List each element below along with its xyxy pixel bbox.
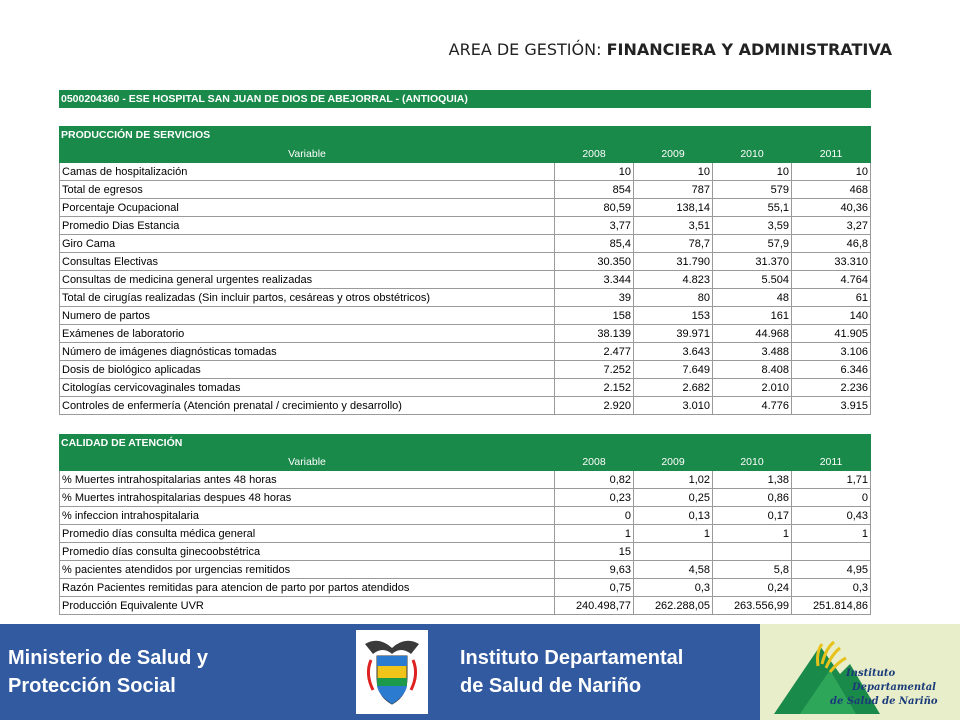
variable-cell: % infeccion intrahospitalaria bbox=[60, 507, 555, 525]
value-cell: 55,1 bbox=[713, 199, 792, 217]
value-cell: 3,77 bbox=[555, 217, 634, 235]
hospital-bar-block bbox=[59, 90, 871, 108]
variable-cell: Total de egresos bbox=[60, 181, 555, 199]
value-cell bbox=[713, 543, 792, 561]
value-cell: 30.350 bbox=[555, 253, 634, 271]
value-cell: 40,36 bbox=[792, 199, 871, 217]
table-row bbox=[60, 235, 871, 253]
table-row bbox=[60, 217, 871, 235]
produccion-title: PRODUCCIÓN DE SERVICIOS bbox=[59, 126, 871, 144]
table-row bbox=[60, 199, 871, 217]
produccion-table bbox=[59, 144, 871, 415]
column-header: 2011 bbox=[792, 453, 871, 471]
table-header-row bbox=[60, 453, 871, 471]
value-cell: 0,24 bbox=[713, 579, 792, 597]
value-cell: 2.920 bbox=[555, 397, 634, 415]
variable-cell: % pacientes atendidos por urgencias remitidos bbox=[60, 561, 555, 579]
value-cell: 80 bbox=[634, 289, 713, 307]
table-row bbox=[60, 307, 871, 325]
value-cell: 85,4 bbox=[555, 235, 634, 253]
column-header: 2008 bbox=[555, 145, 634, 163]
table-row bbox=[60, 579, 871, 597]
value-cell: 3.643 bbox=[634, 343, 713, 361]
value-cell: 1,38 bbox=[713, 471, 792, 489]
value-cell: 3.915 bbox=[792, 397, 871, 415]
value-cell: 31.790 bbox=[634, 253, 713, 271]
table-row bbox=[60, 379, 871, 397]
value-cell: 31.370 bbox=[713, 253, 792, 271]
value-cell: 4.823 bbox=[634, 271, 713, 289]
value-cell bbox=[792, 543, 871, 561]
value-cell: 4,95 bbox=[792, 561, 871, 579]
value-cell: 240.498,77 bbox=[555, 597, 634, 615]
variable-cell: Dosis de biológico aplicadas bbox=[60, 361, 555, 379]
variable-cell: Numero de partos bbox=[60, 307, 555, 325]
variable-cell: Número de imágenes diagnósticas tomadas bbox=[60, 343, 555, 361]
value-cell: 39 bbox=[555, 289, 634, 307]
calidad-table bbox=[59, 452, 871, 615]
column-header: 2010 bbox=[713, 145, 792, 163]
value-cell: 44.968 bbox=[713, 325, 792, 343]
value-cell: 2.682 bbox=[634, 379, 713, 397]
value-cell: 0 bbox=[555, 507, 634, 525]
column-header: Variable bbox=[60, 145, 555, 163]
value-cell: 1 bbox=[713, 525, 792, 543]
value-cell: 161 bbox=[713, 307, 792, 325]
value-cell: 33.310 bbox=[792, 253, 871, 271]
value-cell: 46,8 bbox=[792, 235, 871, 253]
variable-cell: Consultas de medicina general urgentes realizadas bbox=[60, 271, 555, 289]
value-cell: 41.905 bbox=[792, 325, 871, 343]
table-row bbox=[60, 561, 871, 579]
column-header: 2009 bbox=[634, 145, 713, 163]
value-cell: 4,58 bbox=[634, 561, 713, 579]
variable-cell: Consultas Electivas bbox=[60, 253, 555, 271]
colombia-coat-of-arms-icon bbox=[356, 630, 428, 714]
value-cell: 1 bbox=[634, 525, 713, 543]
variable-cell: Razón Pacientes remitidas para atencion de parto por partos atendidos bbox=[60, 579, 555, 597]
table-row bbox=[60, 181, 871, 199]
value-cell: 787 bbox=[634, 181, 713, 199]
ministry-line-1: Ministerio de Salud y bbox=[8, 647, 209, 669]
value-cell: 0,3 bbox=[634, 579, 713, 597]
value-cell: 78,7 bbox=[634, 235, 713, 253]
value-cell: 10 bbox=[713, 163, 792, 181]
value-cell: 7.649 bbox=[634, 361, 713, 379]
variable-cell: % Muertes intrahospitalarias antes 48 horas bbox=[60, 471, 555, 489]
table-row bbox=[60, 361, 871, 379]
value-cell: 0,86 bbox=[713, 489, 792, 507]
variable-cell: Camas de hospitalización bbox=[60, 163, 555, 181]
value-cell: 5,8 bbox=[713, 561, 792, 579]
calidad-title: CALIDAD DE ATENCIÓN bbox=[59, 434, 871, 452]
table-row bbox=[60, 397, 871, 415]
value-cell: 3,51 bbox=[634, 217, 713, 235]
value-cell bbox=[634, 543, 713, 561]
value-cell: 1 bbox=[555, 525, 634, 543]
value-cell: 9,63 bbox=[555, 561, 634, 579]
value-cell: 48 bbox=[713, 289, 792, 307]
value-cell: 10 bbox=[634, 163, 713, 181]
value-cell: 57,9 bbox=[713, 235, 792, 253]
value-cell: 4.776 bbox=[713, 397, 792, 415]
variable-cell: Promedio Dias Estancia bbox=[60, 217, 555, 235]
table-row bbox=[60, 471, 871, 489]
calidad-section bbox=[59, 434, 871, 615]
value-cell: 15 bbox=[555, 543, 634, 561]
value-cell: 0 bbox=[792, 489, 871, 507]
value-cell: 854 bbox=[555, 181, 634, 199]
table-row bbox=[60, 271, 871, 289]
variable-cell: Total de cirugías realizadas (Sin incluir partos, cesáreas y otros obstétricos) bbox=[60, 289, 555, 307]
value-cell: 158 bbox=[555, 307, 634, 325]
value-cell: 153 bbox=[634, 307, 713, 325]
variable-cell: Controles de enfermería (Atención prenatal / crecimiento y desarrollo) bbox=[60, 397, 555, 415]
column-header: 2010 bbox=[713, 453, 792, 471]
value-cell: 0,82 bbox=[555, 471, 634, 489]
table-row bbox=[60, 525, 871, 543]
value-cell: 6.346 bbox=[792, 361, 871, 379]
value-cell: 80,59 bbox=[555, 199, 634, 217]
table-header-row bbox=[60, 145, 871, 163]
idsn-logo-icon bbox=[760, 624, 960, 720]
variable-cell: Exámenes de laboratorio bbox=[60, 325, 555, 343]
area-value: FINANCIERA Y ADMINISTRATIVA bbox=[606, 40, 892, 59]
value-cell: 8.408 bbox=[713, 361, 792, 379]
column-header: 2008 bbox=[555, 453, 634, 471]
value-cell: 3.344 bbox=[555, 271, 634, 289]
value-cell: 0,75 bbox=[555, 579, 634, 597]
variable-cell: Giro Cama bbox=[60, 235, 555, 253]
institute-line-1: Instituto Departamental bbox=[460, 647, 684, 669]
value-cell: 2.010 bbox=[713, 379, 792, 397]
value-cell: 61 bbox=[792, 289, 871, 307]
value-cell: 263.556,99 bbox=[713, 597, 792, 615]
value-cell: 0,23 bbox=[555, 489, 634, 507]
value-cell: 3.488 bbox=[713, 343, 792, 361]
table-row bbox=[60, 253, 871, 271]
variable-cell: Promedio días consulta ginecoobstétrica bbox=[60, 543, 555, 561]
value-cell: 1 bbox=[792, 525, 871, 543]
value-cell: 0,17 bbox=[713, 507, 792, 525]
value-cell: 2.236 bbox=[792, 379, 871, 397]
value-cell: 4.764 bbox=[792, 271, 871, 289]
variable-cell: Promedio días consulta médica general bbox=[60, 525, 555, 543]
ministry-line-2: Protección Social bbox=[8, 675, 176, 697]
footer bbox=[0, 624, 960, 720]
value-cell: 468 bbox=[792, 181, 871, 199]
institute-line-2: de Salud de Nariño bbox=[460, 675, 642, 697]
table-row bbox=[60, 325, 871, 343]
logo-text-3: de Salud de Nariño bbox=[830, 696, 938, 707]
value-cell: 3.010 bbox=[634, 397, 713, 415]
area-title bbox=[449, 40, 892, 59]
table-row bbox=[60, 543, 871, 561]
table-row bbox=[60, 507, 871, 525]
value-cell: 38.139 bbox=[555, 325, 634, 343]
table-row bbox=[60, 289, 871, 307]
value-cell: 0,43 bbox=[792, 507, 871, 525]
value-cell: 251.814,86 bbox=[792, 597, 871, 615]
value-cell: 10 bbox=[555, 163, 634, 181]
value-cell: 262.288,05 bbox=[634, 597, 713, 615]
value-cell: 2.477 bbox=[555, 343, 634, 361]
value-cell: 579 bbox=[713, 181, 792, 199]
table-row bbox=[60, 597, 871, 615]
value-cell: 0,3 bbox=[792, 579, 871, 597]
value-cell: 0,13 bbox=[634, 507, 713, 525]
value-cell: 1,02 bbox=[634, 471, 713, 489]
produccion-section bbox=[59, 126, 871, 415]
value-cell: 39.971 bbox=[634, 325, 713, 343]
value-cell: 3,27 bbox=[792, 217, 871, 235]
value-cell: 7.252 bbox=[555, 361, 634, 379]
area-label: AREA DE GESTIÓN: bbox=[448, 40, 607, 59]
value-cell: 10 bbox=[792, 163, 871, 181]
hospital-name: 0500204360 - ESE HOSPITAL SAN JUAN DE DIOS DE ABEJORRAL - (ANTIOQUIA) bbox=[59, 90, 871, 108]
value-cell: 2.152 bbox=[555, 379, 634, 397]
ministry-name bbox=[8, 644, 208, 700]
column-header: 2011 bbox=[792, 145, 871, 163]
table-row bbox=[60, 343, 871, 361]
column-header: Variable bbox=[60, 453, 555, 471]
column-header: 2009 bbox=[634, 453, 713, 471]
logo-text-1: Instituto bbox=[846, 668, 896, 679]
logo-text-2: Departamental bbox=[852, 682, 936, 693]
variable-cell: Citologías cervicovaginales tomadas bbox=[60, 379, 555, 397]
variable-cell: Porcentaje Ocupacional bbox=[60, 199, 555, 217]
value-cell: 3.106 bbox=[792, 343, 871, 361]
value-cell: 5.504 bbox=[713, 271, 792, 289]
institute-name bbox=[460, 644, 683, 700]
table-row bbox=[60, 163, 871, 181]
value-cell: 138,14 bbox=[634, 199, 713, 217]
value-cell: 1,71 bbox=[792, 471, 871, 489]
variable-cell: Producción Equivalente UVR bbox=[60, 597, 555, 615]
variable-cell: % Muertes intrahospitalarias despues 48 horas bbox=[60, 489, 555, 507]
table-row bbox=[60, 489, 871, 507]
value-cell: 140 bbox=[792, 307, 871, 325]
value-cell: 0,25 bbox=[634, 489, 713, 507]
value-cell: 3,59 bbox=[713, 217, 792, 235]
